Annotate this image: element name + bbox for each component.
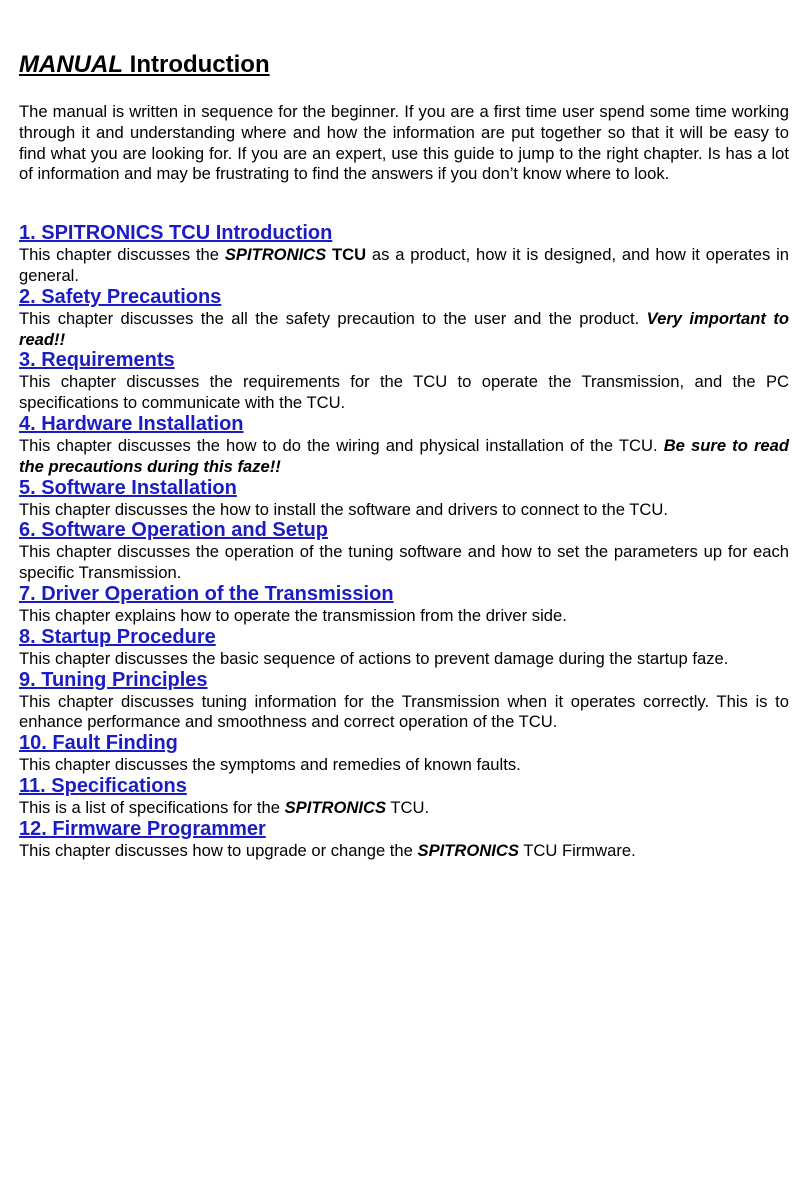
chapter-entry xyxy=(19,518,789,584)
title-italic: MANUAL xyxy=(19,51,123,78)
title-rest: Introduction xyxy=(122,51,270,78)
chapter-entry xyxy=(19,731,789,776)
emphasis-text: TCU xyxy=(326,245,367,265)
chapter-description xyxy=(19,755,789,776)
chapter-entry xyxy=(19,817,789,862)
chapter-link[interactable]: 5. Software Installation xyxy=(19,476,237,499)
description-text: This chapter discusses the requirements for the TCU to operate the Transmission, and the PC specifications to communicate with the TCU. xyxy=(19,372,789,413)
chapter-description xyxy=(19,692,789,734)
chapter-link[interactable]: 8. Startup Procedure xyxy=(19,625,216,648)
chapter-description xyxy=(19,500,789,521)
chapter-entry xyxy=(19,476,789,521)
chapter-link[interactable]: 11. Specifications xyxy=(19,774,187,797)
chapter-entry xyxy=(19,221,789,287)
description-text: This chapter discusses how to upgrade or change the xyxy=(19,840,418,860)
description-text: TCU Firmware. xyxy=(518,840,636,860)
chapter-description xyxy=(19,245,789,287)
chapter-description xyxy=(19,649,789,670)
chapter-link[interactable]: 4. Hardware Installation xyxy=(19,412,244,435)
description-text: as a product, how it is designed, and how it operates in general. xyxy=(19,245,790,285)
description-text: This chapter explains how to operate the transmission from the driver side. xyxy=(19,605,567,625)
chapter-list xyxy=(19,221,789,861)
chapter-entry xyxy=(19,348,789,414)
chapter-link[interactable]: 2. Safety Precautions xyxy=(19,285,222,308)
emphasis-text: SPITRONICS xyxy=(284,797,387,817)
chapter-link[interactable]: 10. Fault Finding xyxy=(19,732,178,755)
chapter-link[interactable]: 6. Software Operation and Setup xyxy=(19,519,328,542)
description-text: This chapter discusses the basic sequence of actions to prevent damage during the startup faze. xyxy=(19,648,729,668)
description-text: This chapter discusses the symptoms and remedies of known faults. xyxy=(19,755,521,775)
description-text: TCU. xyxy=(386,797,430,817)
description-text: This chapter discusses the all the safety precaution to the user and the product. xyxy=(19,308,647,328)
chapter-entry xyxy=(19,285,789,351)
chapter-link[interactable]: 1. SPITRONICS TCU Introduction xyxy=(19,222,333,245)
emphasis-text: SPITRONICS xyxy=(224,245,327,265)
description-text: This chapter discusses tuning information for the Transmission when it operates correctly. This is to enhance performance and smoothness and correct operation of the TCU. xyxy=(19,691,789,732)
chapter-description xyxy=(19,372,789,414)
chapter-link[interactable]: 3. Requirements xyxy=(19,349,175,372)
description-text: This chapter discusses the operation of the tuning software and how to set the parameters up for each specific Transmission. xyxy=(19,542,789,583)
chapter-link[interactable]: 7. Driver Operation of the Transmission xyxy=(19,582,394,605)
chapter-description xyxy=(19,606,789,627)
chapter-entry xyxy=(19,582,789,627)
emphasis-text: Very important to read!! xyxy=(19,308,789,349)
emphasis-text: Be sure to read the precautions during this faze!! xyxy=(19,435,789,476)
chapter-description xyxy=(19,436,789,478)
chapter-description xyxy=(19,542,789,584)
intro-paragraph: The manual is written in sequence for the beginner. If you are a first time user spend some time working through it and understanding where and how the information are put together so that it will be easy to find what you are looking for. If you are an expert, use this guide to jump to the right chapter. Is has a lot of information and may be frustrating to find the answers if you don’t know where to look. xyxy=(19,102,789,184)
description-text: This chapter discusses the how to install the software and drivers to connect to the TCU. xyxy=(19,499,669,519)
description-text: This chapter discusses the how to do the wiring and physical installation of the TCU. xyxy=(19,435,664,455)
emphasis-text: SPITRONICS xyxy=(417,840,519,860)
chapter-description xyxy=(19,309,789,351)
description-text: This is a list of specifications for the xyxy=(19,797,285,817)
page-title xyxy=(19,50,789,80)
description-text: This chapter discusses the xyxy=(19,245,225,265)
chapter-description xyxy=(19,798,789,819)
chapter-link[interactable]: 9. Tuning Principles xyxy=(19,668,208,691)
chapter-entry xyxy=(19,625,789,670)
chapter-link[interactable]: 12. Firmware Programmer xyxy=(19,817,266,840)
chapter-entry xyxy=(19,668,789,734)
chapter-entry xyxy=(19,412,789,478)
chapter-description xyxy=(19,841,789,862)
chapter-entry xyxy=(19,774,789,819)
